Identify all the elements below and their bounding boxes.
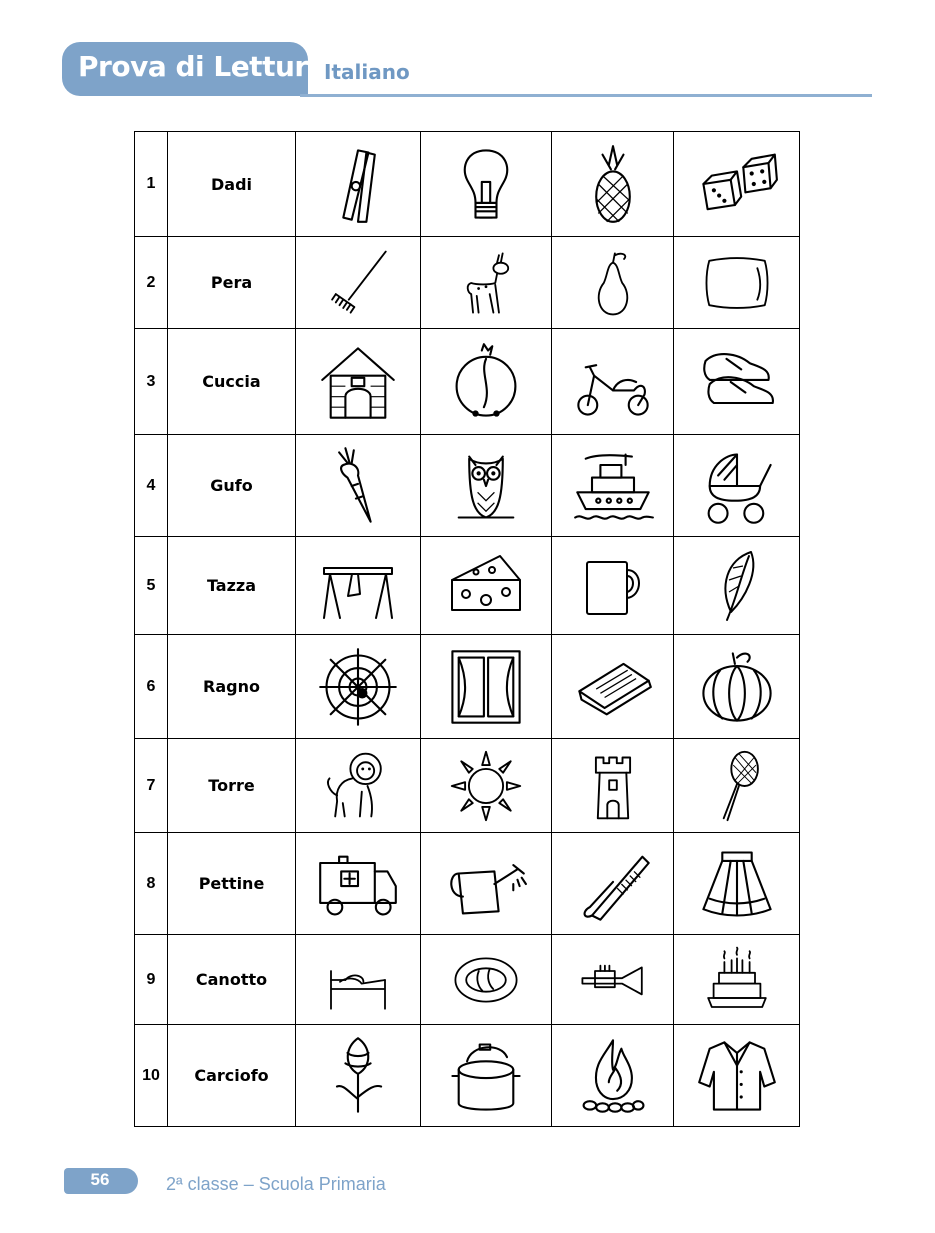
row-number: 9 [135, 935, 168, 1025]
row-number: 8 [135, 833, 168, 935]
shoes-icon [695, 340, 779, 424]
cake-icon [701, 944, 773, 1016]
picture-option[interactable] [421, 435, 552, 537]
target-word: Dadi [168, 132, 296, 237]
picture-option[interactable] [421, 537, 552, 635]
reading-test-table [134, 131, 800, 1127]
sun-icon [448, 748, 524, 824]
table-row [135, 435, 800, 537]
target-word: Tazza [168, 537, 296, 635]
picture-option[interactable] [296, 329, 421, 435]
picture-option[interactable] [674, 435, 800, 537]
target-word: Pettine [168, 833, 296, 935]
picture-option[interactable] [674, 833, 800, 935]
clothespin-icon [316, 142, 400, 226]
picture-option[interactable] [296, 132, 421, 237]
picture-option[interactable] [674, 1025, 800, 1127]
row-number: 6 [135, 635, 168, 739]
page-number: 56 [90, 1170, 110, 1189]
picture-option[interactable] [552, 435, 674, 537]
dinghy-icon [450, 944, 522, 1016]
picture-option[interactable] [421, 739, 552, 833]
tower-icon [575, 748, 651, 824]
picture-option[interactable] [296, 635, 421, 739]
carrot-icon [316, 444, 400, 528]
table-row [135, 833, 800, 935]
ship-icon [571, 444, 655, 528]
picture-option[interactable] [552, 635, 674, 739]
pumpkin-icon [695, 645, 779, 729]
table-row [135, 739, 800, 833]
table-row [135, 635, 800, 739]
picture-option[interactable] [674, 739, 800, 833]
picture-option[interactable] [296, 935, 421, 1025]
picture-option[interactable] [421, 329, 552, 435]
row-number: 3 [135, 329, 168, 435]
picture-option[interactable] [296, 435, 421, 537]
lion-icon [320, 748, 396, 824]
picture-option[interactable] [552, 833, 674, 935]
target-word: Carciofo [168, 1025, 296, 1127]
picture-option[interactable] [552, 1025, 674, 1127]
pram-icon [695, 444, 779, 528]
skirt-icon [695, 842, 779, 926]
footer-text: 2ª classe – Scuola Primaria [166, 1174, 386, 1194]
rake-icon [321, 246, 395, 320]
target-word: Pera [168, 237, 296, 329]
picture-option[interactable] [296, 1025, 421, 1127]
picture-option[interactable] [552, 132, 674, 237]
pillow-icon [700, 246, 774, 320]
picture-option[interactable] [296, 237, 421, 329]
picture-option[interactable] [296, 537, 421, 635]
picture-option[interactable] [552, 329, 674, 435]
picture-option[interactable] [552, 739, 674, 833]
feather-icon [697, 546, 777, 626]
fawn-icon [449, 246, 523, 320]
window-icon [444, 645, 528, 729]
artichoke-icon [316, 1034, 400, 1118]
row-number: 7 [135, 739, 168, 833]
newspaper-icon [571, 645, 655, 729]
picture-option[interactable] [421, 237, 552, 329]
header-divider [300, 94, 872, 97]
picture-option[interactable] [674, 329, 800, 435]
pot-icon [444, 1034, 528, 1118]
cheese-icon [446, 546, 526, 626]
ambulance-icon [316, 842, 400, 926]
table-row [135, 1025, 800, 1127]
coat-icon [695, 1034, 779, 1118]
light-bulb-icon [444, 142, 528, 226]
table-row [135, 237, 800, 329]
pineapple-icon [571, 142, 655, 226]
scooter-icon [571, 340, 655, 424]
picture-option[interactable] [674, 935, 800, 1025]
picture-option[interactable] [421, 132, 552, 237]
page-title: Prova di Lettura [78, 50, 327, 83]
target-word: Torre [168, 739, 296, 833]
comb-icon [571, 842, 655, 926]
picture-option[interactable] [552, 935, 674, 1025]
mug-icon [573, 546, 653, 626]
doghouse-icon [316, 340, 400, 424]
target-word: Cuccia [168, 329, 296, 435]
picture-option[interactable] [674, 537, 800, 635]
picture-option[interactable] [296, 833, 421, 935]
watering-can-icon [444, 842, 528, 926]
picture-option[interactable] [674, 237, 800, 329]
table-row [135, 132, 800, 237]
dice-icon [695, 142, 779, 226]
row-number: 10 [135, 1025, 168, 1127]
picture-option[interactable] [552, 237, 674, 329]
trumpet-icon [577, 944, 649, 1016]
picture-option[interactable] [552, 537, 674, 635]
picture-option[interactable] [674, 635, 800, 739]
table-row [135, 329, 800, 435]
owl-icon [444, 444, 528, 528]
table-row [135, 935, 800, 1025]
picture-option[interactable] [296, 739, 421, 833]
pomegranate-icon [444, 340, 528, 424]
target-word: Gufo [168, 435, 296, 537]
row-number: 1 [135, 132, 168, 237]
table-icon [318, 546, 398, 626]
bed-icon [322, 944, 394, 1016]
fire-icon [571, 1034, 655, 1118]
picture-option[interactable] [421, 833, 552, 935]
spider-web-icon [316, 645, 400, 729]
page-subject: Italiano [324, 60, 410, 84]
table-row [135, 537, 800, 635]
row-number: 2 [135, 237, 168, 329]
tennis-racket-icon [699, 748, 775, 824]
picture-option[interactable] [421, 1025, 552, 1127]
row-number: 5 [135, 537, 168, 635]
picture-option[interactable] [421, 635, 552, 739]
target-word: Ragno [168, 635, 296, 739]
picture-option[interactable] [674, 132, 800, 237]
row-number: 4 [135, 435, 168, 537]
target-word: Canotto [168, 935, 296, 1025]
picture-option[interactable] [421, 935, 552, 1025]
pear-icon [576, 246, 650, 320]
